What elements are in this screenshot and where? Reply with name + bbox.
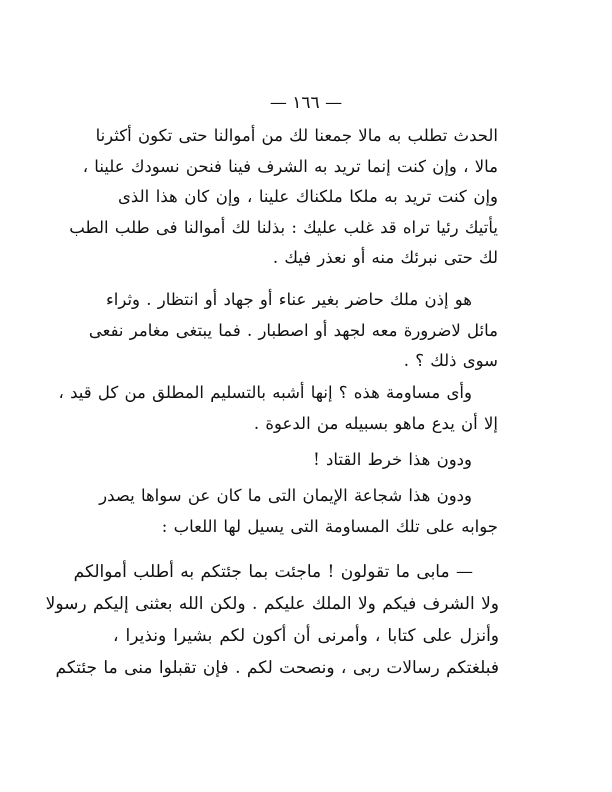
- text-line: هو إذن ملك حاضر بغير عناء أو جهاد أو انتظار . وثراء: [106, 290, 472, 309]
- text-line: فبلغتكم رسالات ربى ، ونصحت لكم . فإن تقبلوا منى ما جئتكم: [55, 658, 499, 678]
- text-line: ودون هذا شجاعة الإيمان التى ما كان عن سواها يصدر: [99, 486, 472, 505]
- text-line: يأتيك رئيا تراه قد غلب عليك : بذلنا لك أموالنا فى طلب الطب: [69, 217, 498, 237]
- text-line: وأنزل على كتابا ، وأمرنى أن أكون لكم بشيرا ونذيرا ،: [113, 626, 499, 646]
- text-line: ودون هذا خرط القتاد !: [313, 450, 472, 469]
- page-number: — ١٦٦ —: [269, 93, 343, 113]
- text-line: إلا أن يدع ماهو بسبيله من الدعوة .: [253, 413, 498, 433]
- text-line: مائل لاضرورة معه لجهد أو اصطبار . فما يبتغى مغامر نفعى: [88, 320, 498, 340]
- text-line: ولا الشرف فيكم ولا الملك عليكم . ولكن الله بعثنى إليكم رسولا: [45, 594, 499, 614]
- text-line: وإن كنت تريد به ملكا ملكناك علينا ، وإن كان هذا الذى: [118, 187, 498, 206]
- paragraph-1: [69, 121, 498, 274]
- paragraph-2: [88, 285, 498, 377]
- text-line: وأى مساومة هذه ؟ إنها أشبه بالتسليم المطلق من كل قيد ،: [58, 383, 472, 402]
- paragraph-6-quote: [45, 556, 499, 684]
- text-line: لك حتى نبرئك منه أو نعذر فيك .: [272, 248, 498, 267]
- text-line: مالا ، وإن كنت إنما تريد به الشرف فينا فنحن نسودك علينا ،: [82, 156, 498, 176]
- text-line: سوى ذلك ؟ .: [403, 351, 498, 370]
- text-line: جوابه على تلك المساومة التى يسيل لها اللعاب :: [161, 516, 498, 536]
- paragraph-5: [99, 481, 498, 542]
- paragraph-3: [58, 378, 498, 439]
- text-line: الحدث تطلب به مالا جمعنا لك من أموالنا حتى تكون أكثرنا: [95, 126, 498, 145]
- paragraph-4: [118, 445, 498, 476]
- text-line: — مابى ما تقولون ! ماجئت بما جئتكم به أطلب أموالكم: [73, 562, 473, 582]
